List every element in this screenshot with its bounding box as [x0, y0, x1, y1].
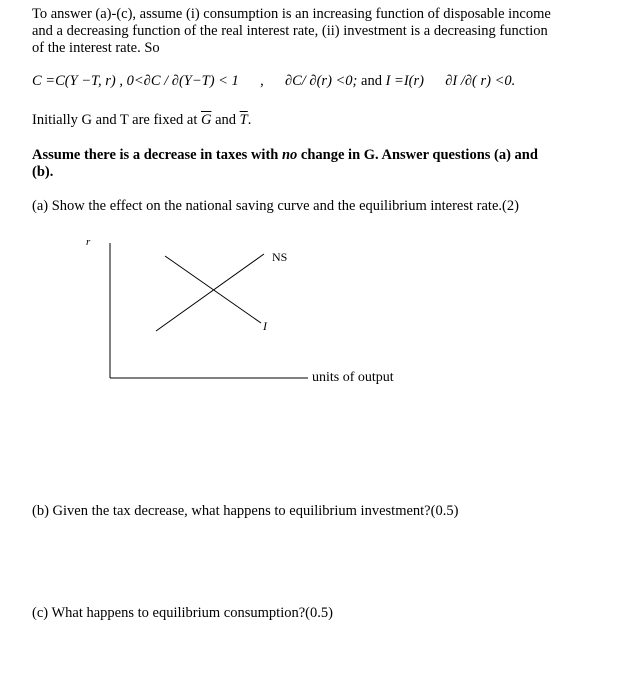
g-bar-symbol: $\overline{G}$ — [200, 112, 212, 128]
intro-line-2: and a decreasing function of the real interest rate, (ii) investment is a decreasing function — [32, 23, 548, 39]
national-saving-curve — [156, 254, 264, 331]
x-axis-label: units of output — [312, 370, 394, 385]
assume-part-a: Assume there is a decrease in taxes with — [32, 147, 279, 163]
initial-suffix: . — [247, 112, 252, 128]
i-curve-label: I — [263, 319, 267, 333]
and-word: and — [361, 73, 382, 89]
question-b: (b) Given the tax decrease, what happens to equilibrium investment?(0.5) — [32, 503, 459, 519]
consumption-rate-derivative: ∂C/ ∂(r) <0; — [284, 73, 358, 89]
t-bar-symbol: $\overline{T}$ — [239, 112, 248, 128]
ns-curve-label: NS — [272, 250, 288, 264]
investment-function: I =I(r) — [385, 73, 424, 89]
investment-rate-derivative: ∂I /∂( r) <0. — [445, 73, 516, 89]
y-axis-label: r — [86, 236, 91, 248]
assume-no: no — [281, 147, 298, 163]
assume-part-b: change in G. Answer questions (a) and — [300, 147, 538, 163]
intro-line-3: of the interest rate. So — [32, 40, 160, 56]
question-a: (a) Show the effect on the national saving curve and the equilibrium interest rate.(2) — [32, 198, 519, 214]
assume-line-2: (b). — [32, 164, 54, 180]
question-c: (c) What happens to equilibrium consumption?(0.5) — [32, 605, 333, 621]
consumption-function: C =C(Y −T, r) , 0<∂C / ∂(Y−T) < 1 — [32, 73, 239, 89]
initial-and: and — [215, 112, 237, 128]
initial-prefix: Initially G and T are fixed at — [32, 112, 198, 128]
equation-separator: , — [260, 73, 264, 89]
intro-line-1: To answer (a)-(c), assume (i) consumption is an increasing function of disposable income — [32, 6, 551, 22]
